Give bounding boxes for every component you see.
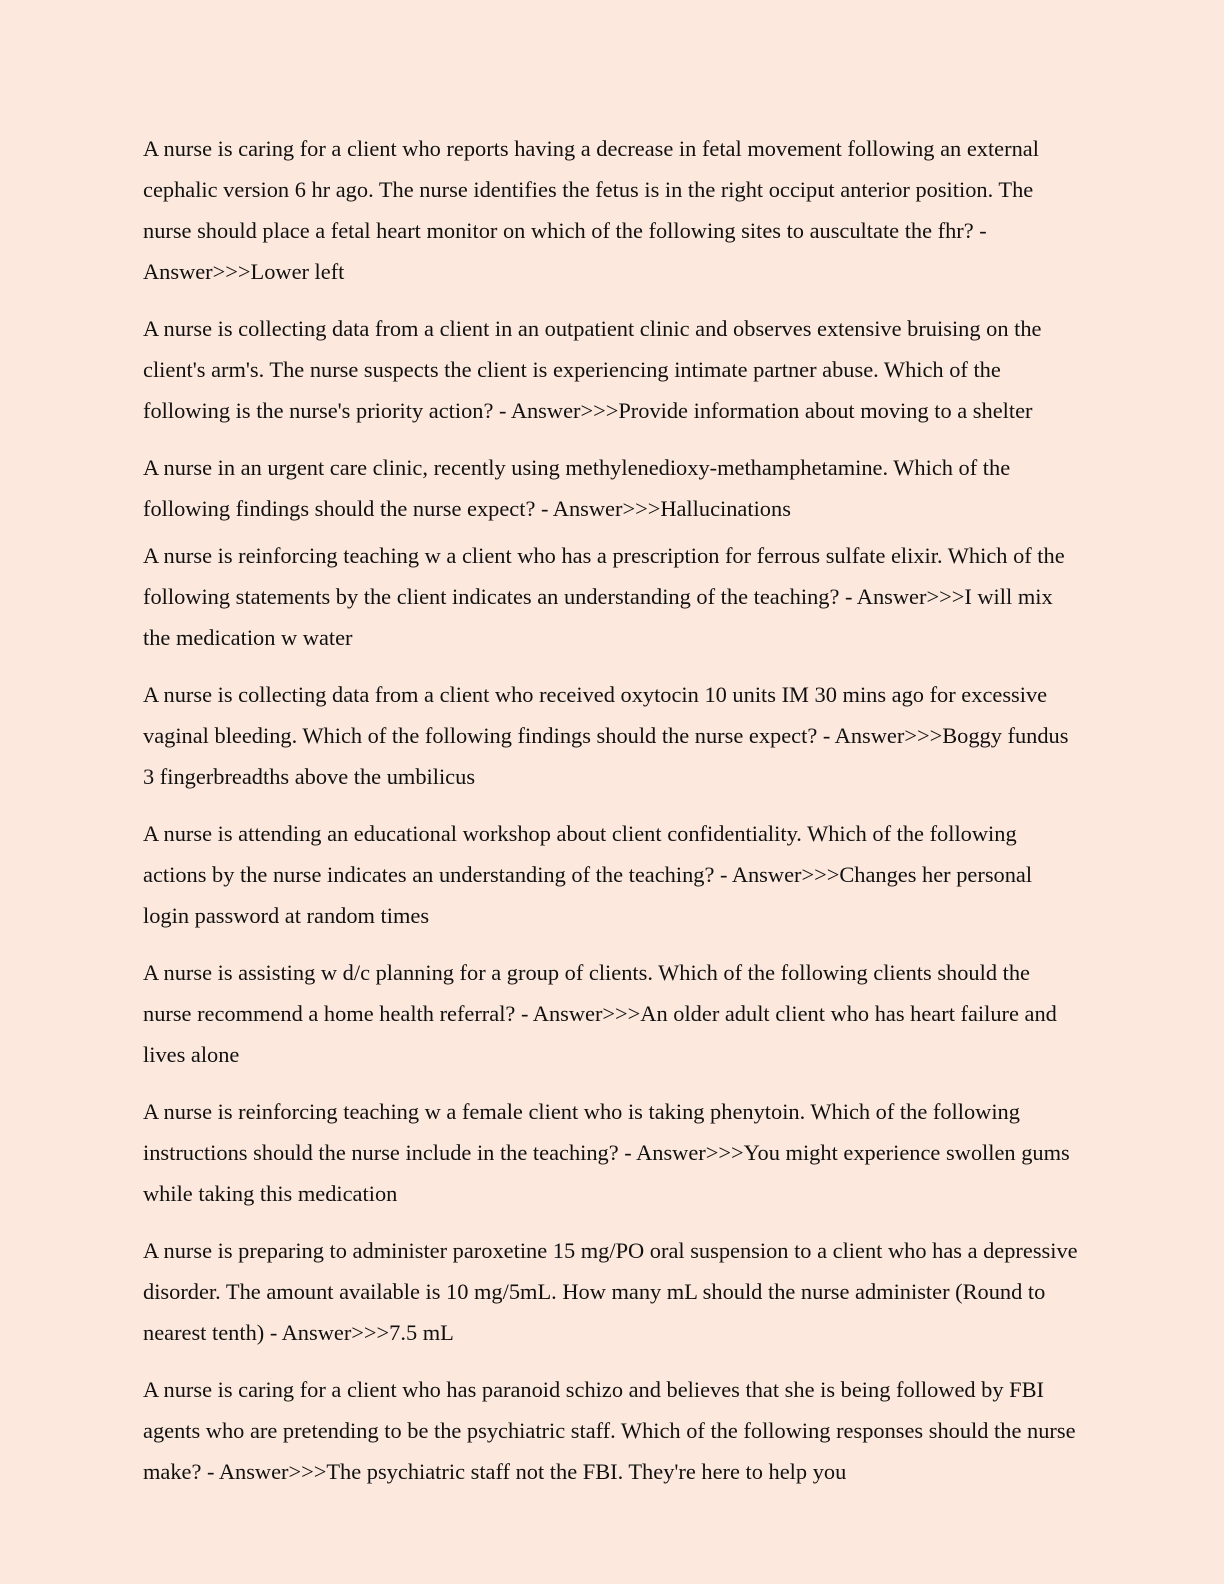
qa-paragraph-7: A nurse is assisting w d/c planning for a group of clients. Which of the following clients should the nurse recommend a home health referral? - Answer>>>An older adult client who has heart failure and lives alone — [143, 960, 1057, 1067]
qa-paragraph-10: A nurse is caring for a client who has paranoid schizo and believes that she is being followed by FBI agents who are pretending to be the psychiatric staff. Which of the following responses should the nurse make? - Answer>>>The psychiatric staff not the FBI. They're here to help you — [143, 1377, 1076, 1484]
qa-paragraph-8: A nurse is reinforcing teaching w a female client who is taking phenytoin. Which of the following instructions should the nurse include in the teaching? - Answer>>>You might experience swollen gums while taking this medication — [143, 1099, 1070, 1206]
document-body — [143, 128, 1078, 1492]
qa-paragraph-5: A nurse is collecting data from a client who received oxytocin 10 units IM 30 mins ago for excessive vaginal bleeding. Which of the following findings should the nurse expect? - Answer>>>Boggy fundus 3 fingerbreadths above the umbilicus — [143, 682, 1069, 789]
qa-paragraph-4: A nurse is reinforcing teaching w a client who has a prescription for ferrous sulfate elixir. Which of the following statements by the client indicates an understanding of the teaching? - Answer>>>I will mix the medication w water — [143, 543, 1065, 650]
qa-paragraph-1: A nurse is caring for a client who reports having a decrease in fetal movement following an external cephalic version 6 hr ago. The nurse identifies the fetus is in the right occiput anterior position. The nurse should place a fetal heart monitor on which of the following sites to auscultate the fhr? - Answer>>>Lower left — [143, 136, 1039, 284]
qa-paragraph-9: A nurse is preparing to administer paroxetine 15 mg/PO oral suspension to a client who has a depressive disorder. The amount available is 10 mg/5mL. How many mL should the nurse administer (Round to nearest tenth) - Answer>>>7.5 mL — [143, 1238, 1078, 1345]
qa-paragraph-2: A nurse is collecting data from a client in an outpatient clinic and observes extensive bruising on the client's arm's. The nurse suspects the client is experiencing intimate partner abuse. Which of the following is the nurse's priority action? - Answer>>>Provide information about moving to a shelter — [143, 316, 1042, 423]
qa-paragraph-6: A nurse is attending an educational workshop about client confidentiality. Which of the following actions by the nurse indicates an understanding of the teaching? - Answer>>>Changes her personal login password at random times — [143, 821, 1033, 928]
qa-paragraph-3: A nurse in an urgent care clinic, recently using methylenedioxy-methamphetamine. Which of the following findings should the nurse expect? - Answer>>>Hallucinations — [143, 455, 1011, 521]
